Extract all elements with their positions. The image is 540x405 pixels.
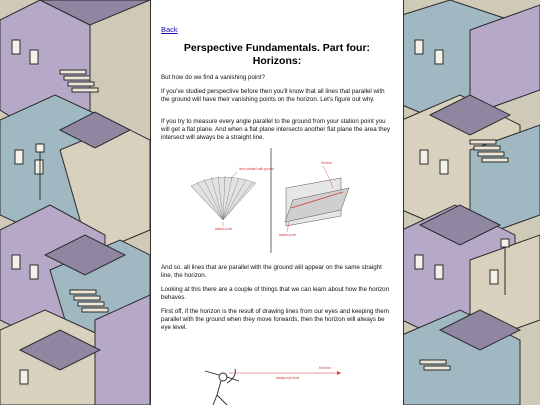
paragraph-2: If you've studied perspective before then you'll know that all lines that parallel with the ground will have their vanishing points on the horizon. Let's figure out why.: [161, 88, 385, 103]
paragraph-1: But how do we find a vanishing point?: [161, 74, 265, 81]
paragraph-4: And so. all lines that are parallel with the ground will appear on the same straight line, the horizon.: [161, 264, 382, 279]
left-note: lines parallel with ground: [239, 167, 275, 171]
right-station-label: station point: [279, 233, 297, 237]
eye-level-label: always eye level: [276, 376, 300, 380]
eye-level-figure: [191, 355, 361, 405]
right-note: Horizon: [321, 161, 332, 165]
back-link[interactable]: Back: [161, 25, 178, 34]
left-station-label: station point: [215, 227, 233, 231]
paragraph-5: Looking at this there are a couple of things that we can learn about how the horizon behaves.: [161, 286, 390, 301]
stick-figure: [205, 369, 239, 405]
intersecting-planes: [285, 178, 349, 226]
fan-of-parallel-lines: [191, 176, 256, 220]
horizon-label: Horizon: [319, 366, 332, 370]
page-title: Perspective Fundamentals. Part four: Horizons:: [183, 42, 371, 67]
paragraph-3: If you try to measure every angle parallel to the ground from your station point you will get a flat plane. And when a flat plane intersects another flat plane the area they intersect will always be a straight line.: [161, 118, 391, 141]
paragraph-6: First off, if the horizon is the result of drawing lines from our eyes and keeping them parallel with the ground when they move forwards, then the horizon will always be eye level.: [161, 308, 389, 331]
horizon-plane-diagram: [161, 148, 393, 253]
content-panel: [150, 0, 404, 405]
